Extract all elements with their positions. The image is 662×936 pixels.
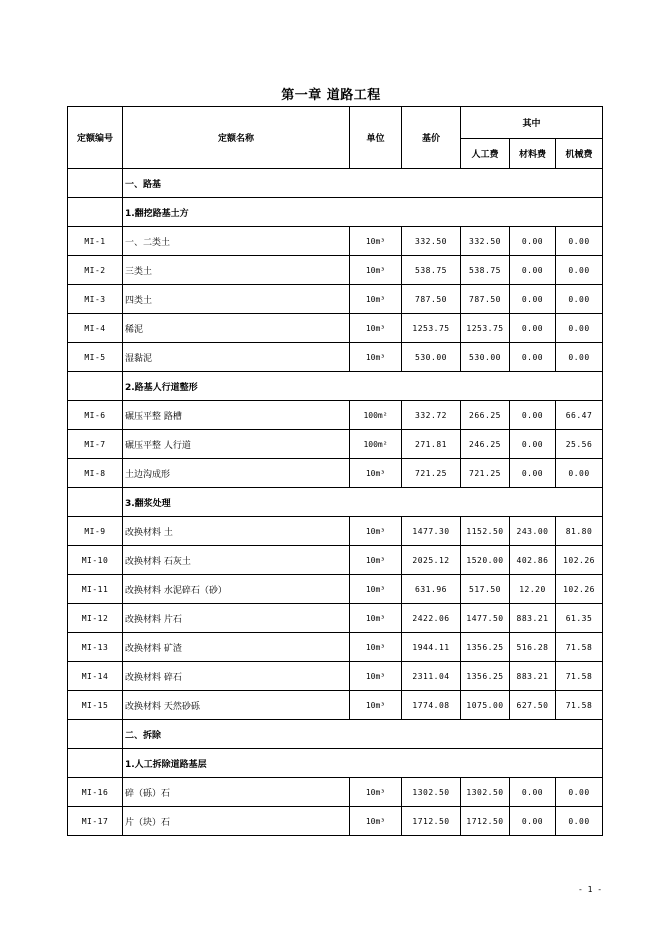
labor-cost-cell: 787.50 bbox=[461, 285, 510, 314]
section-code-cell bbox=[68, 488, 123, 517]
base-price-cell: 530.00 bbox=[402, 343, 461, 372]
machine-cost-cell: 0.00 bbox=[556, 256, 603, 285]
material-cost-cell: 402.86 bbox=[510, 546, 556, 575]
labor-cost-cell: 1356.25 bbox=[461, 633, 510, 662]
quota-name-cell: 三类土 bbox=[123, 256, 350, 285]
machine-cost-cell: 0.00 bbox=[556, 227, 603, 256]
labor-cost-cell: 721.25 bbox=[461, 459, 510, 488]
unit-cell: 10m³ bbox=[350, 662, 402, 691]
base-price-cell: 2311.04 bbox=[402, 662, 461, 691]
base-price-cell: 2025.12 bbox=[402, 546, 461, 575]
quota-name-cell: 片（块）石 bbox=[123, 807, 350, 836]
quota-code-cell: MI-3 bbox=[68, 285, 123, 314]
quota-table bbox=[67, 106, 603, 836]
quota-name-cell: 改换材料 水泥碎石（砂） bbox=[123, 575, 350, 604]
quota-code-cell: MI-14 bbox=[68, 662, 123, 691]
quota-name-cell: 稀泥 bbox=[123, 314, 350, 343]
labor-cost-cell: 1477.50 bbox=[461, 604, 510, 633]
section-code-cell bbox=[68, 198, 123, 227]
material-cost-cell: 0.00 bbox=[510, 778, 556, 807]
quota-code-cell: MI-2 bbox=[68, 256, 123, 285]
material-cost-cell: 0.00 bbox=[510, 807, 556, 836]
quota-code-cell: MI-16 bbox=[68, 778, 123, 807]
section-row bbox=[68, 488, 603, 517]
labor-cost-cell: 266.25 bbox=[461, 401, 510, 430]
table-body bbox=[68, 169, 603, 836]
machine-cost-cell: 0.00 bbox=[556, 285, 603, 314]
base-price-cell: 1302.50 bbox=[402, 778, 461, 807]
quota-code-cell: MI-8 bbox=[68, 459, 123, 488]
unit-cell: 10m³ bbox=[350, 778, 402, 807]
quota-name-cell: 改换材料 碎石 bbox=[123, 662, 350, 691]
unit-cell: 10m³ bbox=[350, 256, 402, 285]
table-row bbox=[68, 343, 603, 372]
header-breakdown: 其中 bbox=[461, 107, 603, 139]
table-row bbox=[68, 633, 603, 662]
base-price-cell: 2422.06 bbox=[402, 604, 461, 633]
unit-cell: 10m³ bbox=[350, 575, 402, 604]
material-cost-cell: 12.20 bbox=[510, 575, 556, 604]
header-unit: 单位 bbox=[350, 107, 402, 169]
table-row bbox=[68, 401, 603, 430]
material-cost-cell: 0.00 bbox=[510, 343, 556, 372]
unit-cell: 10m³ bbox=[350, 227, 402, 256]
labor-cost-cell: 246.25 bbox=[461, 430, 510, 459]
machine-cost-cell: 25.56 bbox=[556, 430, 603, 459]
header-name: 定额名称 bbox=[123, 107, 350, 169]
quota-name-cell: 改换材料 片石 bbox=[123, 604, 350, 633]
labor-cost-cell: 538.75 bbox=[461, 256, 510, 285]
quota-name-cell: 改换材料 矿渣 bbox=[123, 633, 350, 662]
material-cost-cell: 883.21 bbox=[510, 604, 556, 633]
table-row bbox=[68, 227, 603, 256]
base-price-cell: 631.96 bbox=[402, 575, 461, 604]
base-price-cell: 787.50 bbox=[402, 285, 461, 314]
base-price-cell: 332.72 bbox=[402, 401, 461, 430]
base-price-cell: 1253.75 bbox=[402, 314, 461, 343]
material-cost-cell: 516.28 bbox=[510, 633, 556, 662]
quota-name-cell: 碎（砾）石 bbox=[123, 778, 350, 807]
material-cost-cell: 883.21 bbox=[510, 662, 556, 691]
machine-cost-cell: 0.00 bbox=[556, 807, 603, 836]
section-heading: 二、拆除 bbox=[123, 720, 603, 749]
quota-name-cell: 碾压平整 人行道 bbox=[123, 430, 350, 459]
quota-name-cell: 碾压平整 路槽 bbox=[123, 401, 350, 430]
labor-cost-cell: 1075.00 bbox=[461, 691, 510, 720]
material-cost-cell: 243.00 bbox=[510, 517, 556, 546]
table-row bbox=[68, 285, 603, 314]
table-row bbox=[68, 517, 603, 546]
machine-cost-cell: 0.00 bbox=[556, 778, 603, 807]
section-code-cell bbox=[68, 749, 123, 778]
section-code-cell bbox=[68, 372, 123, 401]
table-row bbox=[68, 430, 603, 459]
labor-cost-cell: 530.00 bbox=[461, 343, 510, 372]
material-cost-cell: 0.00 bbox=[510, 459, 556, 488]
section-row bbox=[68, 169, 603, 198]
labor-cost-cell: 1712.50 bbox=[461, 807, 510, 836]
table-row bbox=[68, 604, 603, 633]
unit-cell: 10m³ bbox=[350, 314, 402, 343]
base-price-cell: 1944.11 bbox=[402, 633, 461, 662]
header-labor: 人工费 bbox=[461, 139, 510, 169]
section-row bbox=[68, 720, 603, 749]
section-code-cell bbox=[68, 169, 123, 198]
header-base-price: 基价 bbox=[402, 107, 461, 169]
base-price-cell: 271.81 bbox=[402, 430, 461, 459]
base-price-cell: 721.25 bbox=[402, 459, 461, 488]
quota-name-cell: 改换材料 石灰土 bbox=[123, 546, 350, 575]
page-title: 第一章 道路工程 bbox=[281, 88, 381, 103]
quota-name-cell: 改换材料 天然砂砾 bbox=[123, 691, 350, 720]
labor-cost-cell: 1520.00 bbox=[461, 546, 510, 575]
unit-cell: 10m³ bbox=[350, 633, 402, 662]
base-price-cell: 1774.08 bbox=[402, 691, 461, 720]
section-row bbox=[68, 372, 603, 401]
quota-code-cell: MI-13 bbox=[68, 633, 123, 662]
base-price-cell: 332.50 bbox=[402, 227, 461, 256]
section-heading: 2.路基人行道整形 bbox=[123, 372, 603, 401]
base-price-cell: 538.75 bbox=[402, 256, 461, 285]
material-cost-cell: 0.00 bbox=[510, 256, 556, 285]
section-heading: 1.翻挖路基土方 bbox=[123, 198, 603, 227]
machine-cost-cell: 0.00 bbox=[556, 459, 603, 488]
quota-code-cell: MI-7 bbox=[68, 430, 123, 459]
material-cost-cell: 0.00 bbox=[510, 401, 556, 430]
unit-cell: 10m³ bbox=[350, 343, 402, 372]
labor-cost-cell: 1152.50 bbox=[461, 517, 510, 546]
section-heading: 一、路基 bbox=[123, 169, 603, 198]
section-heading: 3.翻浆处理 bbox=[123, 488, 603, 517]
section-row bbox=[68, 198, 603, 227]
labor-cost-cell: 1302.50 bbox=[461, 778, 510, 807]
machine-cost-cell: 71.58 bbox=[556, 691, 603, 720]
material-cost-cell: 627.50 bbox=[510, 691, 556, 720]
labor-cost-cell: 332.50 bbox=[461, 227, 510, 256]
unit-cell: 10m³ bbox=[350, 546, 402, 575]
labor-cost-cell: 517.50 bbox=[461, 575, 510, 604]
section-heading: 1.人工拆除道路基层 bbox=[123, 749, 603, 778]
labor-cost-cell: 1356.25 bbox=[461, 662, 510, 691]
base-price-cell: 1477.30 bbox=[402, 517, 461, 546]
material-cost-cell: 0.00 bbox=[510, 285, 556, 314]
header-material: 材料费 bbox=[510, 139, 556, 169]
page-number: - 1 - bbox=[578, 885, 603, 894]
base-price-cell: 1712.50 bbox=[402, 807, 461, 836]
unit-cell: 10m³ bbox=[350, 517, 402, 546]
machine-cost-cell: 61.35 bbox=[556, 604, 603, 633]
quota-name-cell: 改换材料 土 bbox=[123, 517, 350, 546]
unit-cell: 10m³ bbox=[350, 604, 402, 633]
material-cost-cell: 0.00 bbox=[510, 430, 556, 459]
quota-code-cell: MI-11 bbox=[68, 575, 123, 604]
quota-code-cell: MI-9 bbox=[68, 517, 123, 546]
unit-cell: 10m³ bbox=[350, 285, 402, 314]
section-code-cell bbox=[68, 720, 123, 749]
table-row bbox=[68, 546, 603, 575]
labor-cost-cell: 1253.75 bbox=[461, 314, 510, 343]
table-row bbox=[68, 807, 603, 836]
unit-cell: 100m² bbox=[350, 401, 402, 430]
table-row bbox=[68, 314, 603, 343]
quota-code-cell: MI-1 bbox=[68, 227, 123, 256]
machine-cost-cell: 0.00 bbox=[556, 343, 603, 372]
header-code: 定额编号 bbox=[68, 107, 123, 169]
quota-name-cell: 四类土 bbox=[123, 285, 350, 314]
material-cost-cell: 0.00 bbox=[510, 227, 556, 256]
unit-cell: 100m² bbox=[350, 430, 402, 459]
quota-name-cell: 湿黏泥 bbox=[123, 343, 350, 372]
table-row bbox=[68, 778, 603, 807]
quota-code-cell: MI-4 bbox=[68, 314, 123, 343]
unit-cell: 10m³ bbox=[350, 807, 402, 836]
table-row bbox=[68, 575, 603, 604]
quota-code-cell: MI-17 bbox=[68, 807, 123, 836]
table-row bbox=[68, 256, 603, 285]
table-row bbox=[68, 459, 603, 488]
section-row bbox=[68, 749, 603, 778]
quota-code-cell: MI-15 bbox=[68, 691, 123, 720]
machine-cost-cell: 81.80 bbox=[556, 517, 603, 546]
machine-cost-cell: 71.58 bbox=[556, 633, 603, 662]
unit-cell: 10m³ bbox=[350, 459, 402, 488]
quota-code-cell: MI-12 bbox=[68, 604, 123, 633]
header-machine: 机械费 bbox=[556, 139, 603, 169]
unit-cell: 10m³ bbox=[350, 691, 402, 720]
quota-code-cell: MI-5 bbox=[68, 343, 123, 372]
quota-code-cell: MI-10 bbox=[68, 546, 123, 575]
machine-cost-cell: 0.00 bbox=[556, 314, 603, 343]
quota-code-cell: MI-6 bbox=[68, 401, 123, 430]
machine-cost-cell: 71.58 bbox=[556, 662, 603, 691]
table-row bbox=[68, 662, 603, 691]
table-row bbox=[68, 691, 603, 720]
quota-name-cell: 土边沟成形 bbox=[123, 459, 350, 488]
material-cost-cell: 0.00 bbox=[510, 314, 556, 343]
quota-name-cell: 一、二类土 bbox=[123, 227, 350, 256]
machine-cost-cell: 66.47 bbox=[556, 401, 603, 430]
machine-cost-cell: 102.26 bbox=[556, 546, 603, 575]
machine-cost-cell: 102.26 bbox=[556, 575, 603, 604]
